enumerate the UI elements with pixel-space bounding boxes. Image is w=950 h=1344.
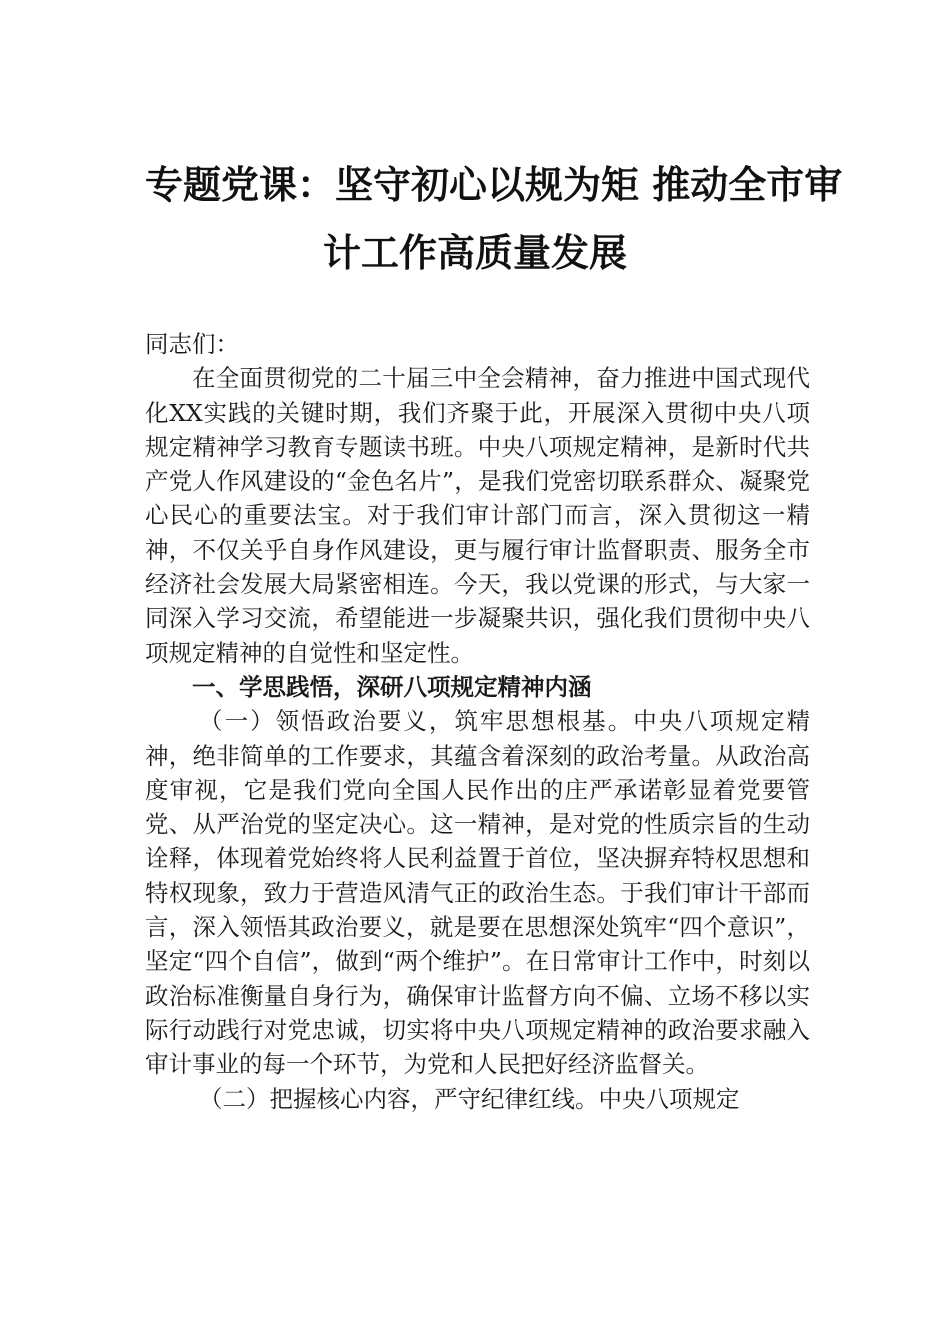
intro-paragraph: 在全面贯彻党的二十届三中全会精神，奋力推进中国式现代化XX实践的关键时期，我们齐聚于此，开展深入贯彻中央八项规定精神学习教育专题读书班。中央八项规定精神，是新时代共产党人作风建设的“金色名片”，是我们党密切联系群众、凝聚党心民心的重要法宝。对于我们审计部门而言，深入贯彻这一精神，不仅关乎自身作风建设，更与履行审计监督职责、服务全市经济社会发展大局紧密相连。今天，我以党课的形式，与大家一同深入学习交流，希望能进一步凝聚共识，强化我们贯彻中央八项规定精神的自觉性和坚定性。: [145, 364, 810, 667]
subsection-paragraph-2: （二）把握核心内容，严守纪律红线。中央八项规定: [199, 1084, 740, 1113]
document-body: [145, 327, 810, 1116]
section-heading-1: 一、学思践悟，深研八项规定精神内涵: [192, 672, 592, 701]
salutation: 同志们：: [145, 330, 239, 358]
subsection-paragraph-1: （一）领悟政治要义，筑牢思想根基。中央八项规定精神，绝非简单的工作要求，其蕴含着深刻的政治考量。从政治高度审视，它是我们党向全国人民作出的庄严承诺彰显着党要管党、从严治党的坚定决心。这一精神，是对党的性质宗旨的生动诠释，体现着党始终将人民利益置于首位，坚决摒弃特权思想和特权现象，致力于营造风清气正的政治生态。于我们审计干部而言，深入领悟其政治要义，就是要在思想深处筑牢“四个意识”，坚定“四个自信”，做到“两个维护”。在日常审计工作中，时刻以政治标准衡量自身行为，确保审计监督方向不偏、立场不移以实际行动践行对党忠诚，切实将中央八项规定精神的政治要求融入审计事业的每一个环节，为党和人民把好经济监督关。: [145, 707, 810, 1079]
document-title-line-2: 计工作高质量发展: [322, 230, 627, 275]
document-title-line-1: 专题党课：坚守初心以规为矩 推动全市审: [145, 162, 843, 207]
